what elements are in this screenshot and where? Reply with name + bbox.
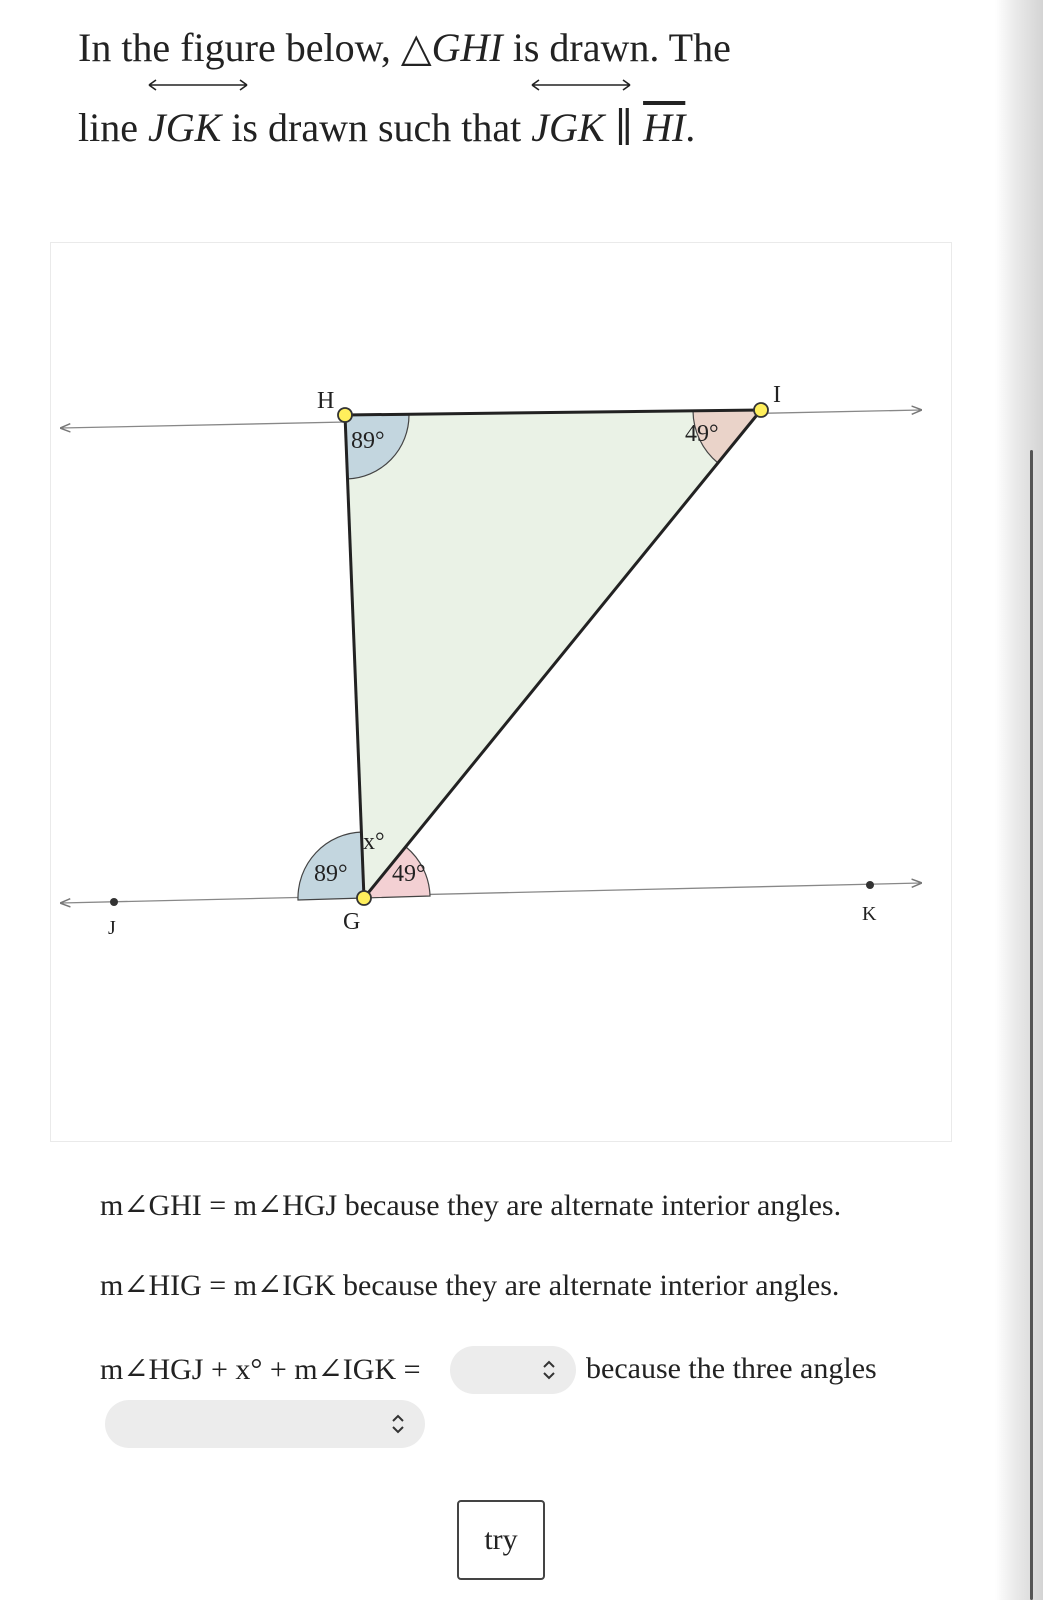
angle-h-value: 89° bbox=[351, 428, 385, 454]
statement-1: m∠GHI = m∠HGJ because they are alternate interior angles. bbox=[100, 1189, 842, 1222]
statement-3-suffix: because the three angles bbox=[586, 1352, 877, 1385]
angle-x-value: x° bbox=[363, 829, 385, 855]
vertex-i[interactable] bbox=[754, 403, 768, 417]
angle-hgj-value: 89° bbox=[314, 861, 348, 887]
label-k: K bbox=[862, 903, 877, 925]
statement-2: m∠HIG = m∠IGK because they are alternate interior angles. bbox=[100, 1269, 840, 1302]
double-arrow-icon bbox=[531, 78, 631, 92]
label-i: I bbox=[773, 382, 781, 408]
segment-hi: $\overline{HI}$ bbox=[643, 105, 686, 150]
scrollbar[interactable] bbox=[1030, 450, 1033, 1600]
figure-panel bbox=[50, 242, 952, 1142]
updown-caret-icon bbox=[391, 1412, 405, 1436]
line-name: JGK bbox=[147, 105, 222, 150]
page-edge-shadow bbox=[995, 0, 1043, 1600]
try-button[interactable]: try bbox=[457, 1500, 545, 1580]
geometry-figure bbox=[51, 243, 951, 1141]
updown-caret-icon bbox=[542, 1358, 556, 1382]
angle-igk-value: 49° bbox=[392, 861, 426, 887]
angle-i-value: 49° bbox=[685, 421, 719, 447]
label-g: G bbox=[343, 909, 361, 935]
double-arrow-icon bbox=[148, 78, 248, 92]
line-name: JGK bbox=[531, 105, 605, 150]
point-k bbox=[866, 881, 874, 889]
point-j bbox=[110, 898, 118, 906]
triangle-name: GHI bbox=[431, 25, 503, 70]
angle-sum-dropdown[interactable] bbox=[450, 1346, 576, 1394]
intro-text-3: line bbox=[78, 105, 148, 150]
label-j: J bbox=[108, 917, 116, 939]
reason-dropdown[interactable] bbox=[105, 1400, 425, 1448]
line-jgk bbox=[61, 883, 921, 903]
statement-3-prefix: m∠HGJ + x° + m∠IGK = bbox=[100, 1353, 421, 1386]
vertex-h[interactable] bbox=[338, 408, 352, 422]
triangle-ghi-fill bbox=[345, 410, 761, 898]
problem-intro bbox=[78, 8, 978, 168]
intro-text-4: is drawn such that bbox=[221, 105, 532, 150]
intro-text-2: is drawn. The bbox=[502, 25, 731, 70]
line-jgk-notation-2 bbox=[531, 88, 604, 168]
vertex-g[interactable] bbox=[357, 891, 371, 905]
label-h: H bbox=[317, 388, 335, 414]
line-jgk-notation bbox=[148, 88, 221, 168]
intro-text-1: In the figure below, △ bbox=[78, 25, 432, 70]
intro-period: . bbox=[685, 105, 696, 150]
parallel-symbol: ∥ bbox=[604, 105, 644, 150]
